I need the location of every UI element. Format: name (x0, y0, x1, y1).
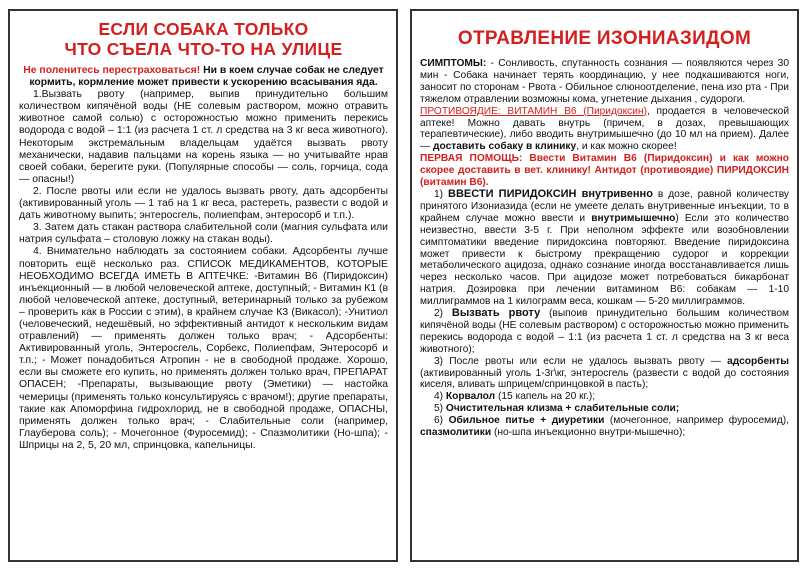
antidote-end: , и как можно скорее! (576, 141, 677, 153)
right-step-2-num: 2) (434, 308, 452, 320)
symptoms-label: СИМПТОМЫ: (420, 58, 487, 69)
left-step-4: 4. Внимательно наблюдать за состоянием собаки. Адсорбенты лучше повторить ещё несколько раз. СПИСОК МЕДИКАМЕНТОВ, КОТОРЫЕ НЕОБХОДИМО ВСЕГДА ИМЕТЬ В АПТЕЧКЕ: -Витамин В6 (Пиридоксин) инъекционный — в любой человеческой аптеке, доступный; - Витамин К1 (в любой человеческой аптеке, доступный, ветеринарный только за рубежом – проверить как в России с этим), в крайнем случае К3 (Викасол); -Унитиол (человеческий, недешёвый, но эффективный антидот к нескольким видам отравлений) — применять должен только врач; - Адсорбенты: Активированный уголь, Энтеросгель, Сорбекс, Полиепфам, Энтеросорб и т.п.; - Может понадобиться Атропин - не в свободной продаже. Хорошо, если вы сможете его купить, но применять должен только врач, ПРЕПАРАТ ОПАСЕН; -Препараты, вызывающие рвоту (Эметики) — настойка чемерицы (применять только консультируясь с врачом!); другие препараты, такие как Апоморфина гидрохлорид, не в свободной продаже, ОПАСНЫ, применять должен только врач; - Слабительные соли (например, Глауберова соль); - Мочегонное (Фуросемид); - Спазмолитики (Но-шпа); - Шприцы на 2, 5, 20 мл, спринцовка, капельницы. (19, 246, 388, 451)
right-step-3-text-a: 3) После рвоты или если не удалось вызвать рвоту — (434, 355, 728, 367)
right-step-1-text-b: ) Если это количество неизвестно, ввести 3-5 г. При неполном эффекте или возобновлении симптоматики введение пиридоксина повторяют. Введение пиридоксина может привести к быстрому прекращению судорог и коррекции метаболического ацидоза, однако сознание иногда восстанавливается лишь через несколько часов. При ацидозе может потребоваться бикарбонат натрия. Дозировка при лечении витамином В6: собакам — 1-10 миллиграммов на 1 килограмм веса, кошкам — 5-20 миллиграммов. (420, 212, 789, 308)
antidote-text: , продается в человеческой аптеке! Можно давать внутрь (причем, в дозах, превышающих терапевтические), либо вводить внутримышечно (до 10 мл на прием). Далее — (420, 105, 790, 153)
left-warning (19, 65, 388, 89)
right-step-5-bold: Очистительная клизма + слабительные соли; (445, 403, 680, 415)
right-step-4-text: (15 капель на 20 кг.); (495, 391, 596, 403)
right-step-3-text-b: (активированный уголь 1-3г\кг, энтеросгель (развести с водой до состояния киселя, вливать шприцем/спринцовкой в пасть); (420, 367, 789, 391)
left-step-3: 3. Затем дать стакан раствора слабительной соли (магния сульфата или натрия сульфата – столовую ложку на стакан воды). (19, 222, 388, 246)
right-step-6-bold: Обильное питье + диуретики (448, 415, 605, 427)
antidote-bold: доставить собаку в клинику (433, 141, 577, 153)
right-step-3 (420, 356, 789, 392)
left-warning-text: Ни в коем случае собак не следует кормить, кормление может привести к ускорению всасывания яда. (29, 65, 384, 89)
right-step-6-bold2: спазмолитики (420, 427, 492, 439)
right-step-1-bold: ВВЕСТИ ПИРИДОКСИН внутривенно (448, 187, 653, 200)
left-title-line2: ЧТО СЪЕЛА ЧТО-ТО НА УЛИЦЕ (64, 39, 343, 59)
right-step-2-bold: Вызвать рвоту (451, 307, 541, 320)
symptoms-paragraph (420, 58, 789, 106)
first-aid: ПЕРВАЯ ПОМОЩЬ: Ввести Витамин В6 (Пиридоксин) и как можно скорее доставить в вет. клинику! Антидот (противоядие) ПИРИДОКСИН (витамин В6). (420, 153, 789, 189)
right-panel (410, 9, 799, 562)
right-step-4-bold: Корвалол (445, 391, 496, 403)
symptoms-text: - Сонливость, спутанность сознания — появляются через 30 мин - Собака начинает терять координацию, у нее подкашиваются ноги, заносит по сторонам - Рвота - Обильное слюноотделение, пена изо рта - При тяжелом отравлении возможны кома, угнетение дыхания , судороги. (420, 58, 789, 105)
right-step-5 (420, 403, 789, 415)
right-title: ОТРАВЛЕНИЕ ИЗОНИАЗИДОМ (457, 28, 752, 49)
left-step-1: 1.Вызвать рвоту (например, выпив принудительно большим количеством кипячёной воды (НЕ солевым раствором, можно отравить животное самой солью) с осторожностью можно применить перекись водорода с водой – 1:1 (из расчета 1 ст. л средства на 3 кг веса животного). Некоторым экстремальным владельцам удаётся вызвать рвоту механически, надавив пальцами на корень языка — но учитывайте нрав своей собаки, берегите руки. (Популярные способы — соль, горчица, сода — опасны!) (19, 89, 388, 185)
right-step-1-text-a: в дозе, равной количеству принятого Изониазида (если не умеете делать внутривенные инъекции, то в крайнем случае можно ввести и (420, 188, 790, 224)
right-step-4 (420, 391, 789, 403)
right-step-1-num: 1) (434, 188, 448, 200)
right-step-5-num: 5) (434, 403, 446, 415)
left-title-line1: ЕСЛИ СОБАКА ТОЛЬКО (98, 19, 309, 39)
right-step-3-bold: адсорбенты (727, 355, 789, 367)
antidote-label: ПРОТИВОЯДИЕ: ВИТАМИН В6 (Пиридоксин) (420, 105, 647, 117)
right-step-1-bold2: внутримышечно (591, 212, 676, 224)
right-step-6 (420, 415, 789, 439)
left-title (19, 19, 388, 59)
right-step-6-num: 6) (434, 415, 449, 427)
antidote-paragraph (420, 106, 789, 154)
right-step-2-text: (выпоив принудительно большим количеством кипячёной воды (НЕ солевым раствором) с осторожностью можно применить перекись водорода с водой – 1:1 (из расчета 1 ст. л средства на 3 кг веса животного); (420, 308, 789, 355)
right-step-1 (420, 189, 789, 308)
left-panel (8, 9, 398, 562)
right-step-2 (420, 308, 789, 356)
right-step-6-text-b: (но-шпа инъекционно внутри-мышечно); (491, 427, 686, 439)
left-warning-red: Не поленитесь перестраховаться! (23, 65, 201, 76)
right-step-6-text-a: (мочегонное, например фуросемид), (604, 415, 790, 427)
right-step-4-num: 4) (434, 391, 446, 403)
left-step-2: 2. После рвоты или если не удалось вызвать рвоту, дать адсорбенты (активированный уголь — 1 таб на 1 кг веса, растереть, развести с водой и дать животному выпить; энтеросгель, полиепфам, энтеросорб и т.п.). (19, 185, 388, 222)
